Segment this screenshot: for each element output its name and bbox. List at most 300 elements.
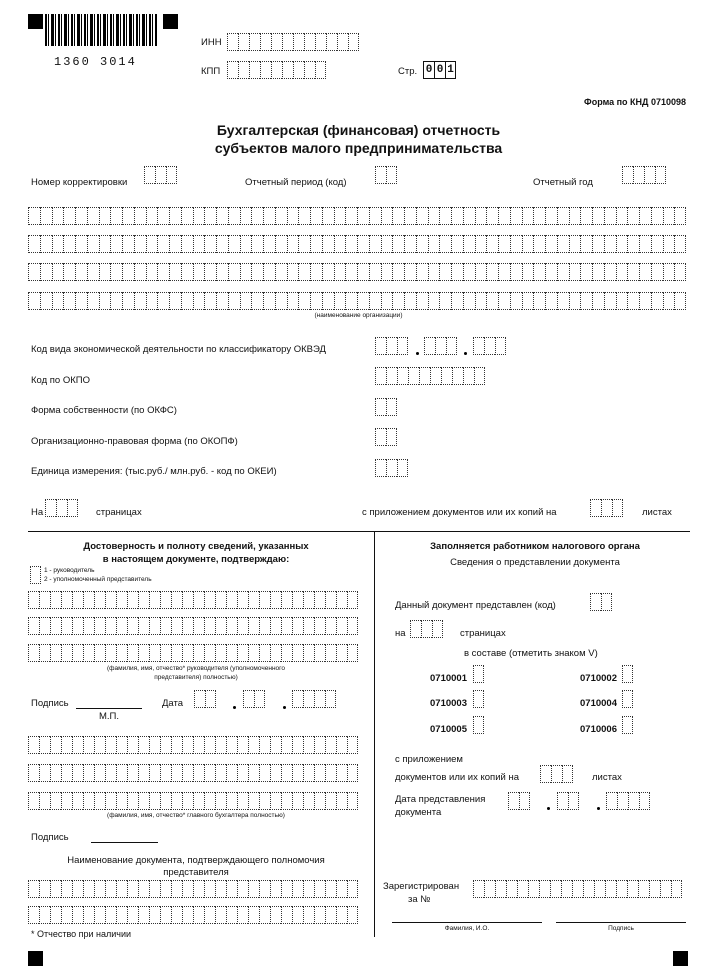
input-cell[interactable] [263, 235, 275, 253]
input-cell[interactable] [75, 263, 87, 281]
presented-code-field[interactable] [590, 593, 612, 611]
input-cell[interactable] [105, 764, 116, 782]
input-cell[interactable] [83, 880, 94, 898]
input-cell[interactable] [627, 263, 639, 281]
input-cell[interactable] [259, 591, 270, 609]
input-cell[interactable] [533, 207, 545, 225]
input-cell[interactable] [616, 292, 628, 310]
input-cell[interactable] [226, 792, 237, 810]
input-cell[interactable] [601, 499, 612, 517]
input-cell[interactable] [451, 292, 463, 310]
input-cell[interactable] [157, 235, 169, 253]
input-cell[interactable] [194, 690, 205, 708]
input-cell[interactable] [557, 792, 568, 810]
input-cell[interactable] [259, 792, 270, 810]
input-cell[interactable] [105, 880, 116, 898]
input-cell[interactable] [325, 792, 336, 810]
right-sheets-field[interactable] [540, 765, 573, 783]
okfs-field[interactable] [375, 398, 397, 416]
input-cell[interactable] [237, 792, 248, 810]
input-cell[interactable] [519, 792, 530, 810]
input-cell[interactable] [122, 263, 134, 281]
input-cell[interactable] [510, 207, 522, 225]
input-cell[interactable] [251, 235, 263, 253]
input-cell[interactable] [381, 207, 393, 225]
input-cell[interactable] [439, 292, 451, 310]
input-cell[interactable] [99, 292, 111, 310]
manager-name-row-2[interactable] [28, 617, 358, 635]
input-cell[interactable] [348, 33, 359, 51]
input-cell[interactable] [28, 292, 40, 310]
input-cell[interactable] [303, 736, 314, 754]
input-cell[interactable] [228, 235, 240, 253]
input-cell[interactable] [127, 617, 138, 635]
input-cell[interactable] [386, 166, 397, 184]
input-cell[interactable] [557, 235, 569, 253]
input-cell[interactable] [345, 263, 357, 281]
input-cell[interactable] [275, 292, 287, 310]
input-cell[interactable] [254, 690, 265, 708]
input-cell[interactable] [616, 880, 627, 898]
input-cell[interactable] [157, 263, 169, 281]
input-cell[interactable] [160, 736, 171, 754]
input-cell[interactable] [72, 792, 83, 810]
input-cell[interactable] [345, 235, 357, 253]
input-cell[interactable] [674, 292, 686, 310]
input-cell[interactable] [171, 736, 182, 754]
input-cell[interactable] [303, 764, 314, 782]
input-cell[interactable] [227, 33, 238, 51]
input-cell[interactable] [314, 736, 325, 754]
input-cell[interactable] [134, 207, 146, 225]
input-cell[interactable] [122, 235, 134, 253]
presentation-date-year[interactable] [606, 792, 650, 810]
input-cell[interactable] [39, 591, 50, 609]
input-cell[interactable] [215, 644, 226, 662]
input-cell[interactable] [215, 617, 226, 635]
input-cell[interactable] [94, 591, 105, 609]
input-cell[interactable] [486, 292, 498, 310]
input-cell[interactable] [63, 292, 75, 310]
input-cell[interactable] [293, 61, 304, 79]
input-cell[interactable] [116, 617, 127, 635]
input-cell[interactable] [336, 906, 347, 924]
input-cell[interactable] [310, 263, 322, 281]
input-cell[interactable] [149, 880, 160, 898]
input-cell[interactable] [270, 792, 281, 810]
input-cell[interactable] [127, 591, 138, 609]
input-cell[interactable] [50, 792, 61, 810]
input-cell[interactable] [138, 764, 149, 782]
input-cell[interactable] [215, 792, 226, 810]
input-cell[interactable] [506, 880, 517, 898]
input-cell[interactable] [87, 292, 99, 310]
input-cell[interactable] [287, 292, 299, 310]
input-cell[interactable] [204, 207, 216, 225]
okei-field[interactable] [375, 459, 408, 477]
input-cell[interactable] [475, 263, 487, 281]
input-cell[interactable] [334, 235, 346, 253]
input-cell[interactable] [616, 263, 628, 281]
input-cell[interactable] [345, 292, 357, 310]
accountant-name-row-2[interactable] [28, 764, 358, 782]
input-cell[interactable] [182, 906, 193, 924]
input-cell[interactable] [251, 207, 263, 225]
input-cell[interactable] [127, 906, 138, 924]
input-cell[interactable] [303, 880, 314, 898]
input-cell[interactable] [475, 292, 487, 310]
input-cell[interactable] [215, 736, 226, 754]
input-cell[interactable] [416, 235, 428, 253]
input-cell[interactable] [248, 906, 259, 924]
input-cell[interactable] [116, 880, 127, 898]
input-cell[interactable] [336, 880, 347, 898]
org-name-row-4[interactable] [28, 292, 686, 310]
input-cell[interactable] [138, 617, 149, 635]
input-cell[interactable] [28, 644, 39, 662]
input-cell[interactable] [298, 235, 310, 253]
input-cell[interactable] [52, 263, 64, 281]
input-cell[interactable] [240, 235, 252, 253]
input-cell[interactable] [334, 292, 346, 310]
input-cell[interactable] [169, 207, 181, 225]
input-cell[interactable] [134, 292, 146, 310]
input-cell[interactable] [551, 765, 562, 783]
input-cell[interactable] [627, 235, 639, 253]
input-cell[interactable] [259, 880, 270, 898]
input-cell[interactable] [204, 591, 215, 609]
input-cell[interactable] [498, 235, 510, 253]
input-cell[interactable] [259, 617, 270, 635]
input-cell[interactable] [50, 764, 61, 782]
input-cell[interactable] [204, 292, 216, 310]
input-cell[interactable] [182, 591, 193, 609]
input-cell[interactable] [39, 792, 50, 810]
input-cell[interactable] [357, 207, 369, 225]
input-cell[interactable] [275, 207, 287, 225]
input-cell[interactable] [498, 263, 510, 281]
input-cell[interactable] [510, 292, 522, 310]
input-cell[interactable] [50, 880, 61, 898]
input-cell[interactable] [181, 263, 193, 281]
input-cell[interactable] [160, 880, 171, 898]
input-cell[interactable] [138, 880, 149, 898]
input-cell[interactable] [40, 235, 52, 253]
input-cell[interactable] [28, 207, 40, 225]
input-cell[interactable] [572, 880, 583, 898]
input-cell[interactable] [322, 292, 334, 310]
input-cell[interactable] [424, 337, 435, 355]
input-cell[interactable] [310, 292, 322, 310]
input-cell[interactable] [61, 764, 72, 782]
input-cell[interactable] [638, 880, 649, 898]
input-cell[interactable] [226, 591, 237, 609]
input-cell[interactable] [87, 235, 99, 253]
input-cell[interactable] [463, 292, 475, 310]
input-cell[interactable] [606, 792, 617, 810]
input-cell[interactable] [347, 906, 358, 924]
input-cell[interactable] [169, 263, 181, 281]
input-cell[interactable] [561, 880, 572, 898]
input-cell[interactable] [304, 33, 315, 51]
input-cell[interactable] [345, 207, 357, 225]
input-cell[interactable] [149, 906, 160, 924]
input-cell[interactable] [432, 620, 443, 638]
input-cell[interactable] [157, 292, 169, 310]
input-cell[interactable] [375, 428, 386, 446]
input-cell[interactable] [204, 764, 215, 782]
input-cell[interactable] [39, 617, 50, 635]
input-cell[interactable] [216, 263, 228, 281]
input-cell[interactable] [50, 736, 61, 754]
input-cell[interactable] [72, 906, 83, 924]
input-cell[interactable] [314, 690, 325, 708]
input-cell[interactable] [594, 880, 605, 898]
input-cell[interactable] [193, 644, 204, 662]
input-cell[interactable] [397, 337, 408, 355]
input-cell[interactable] [580, 263, 592, 281]
input-cell[interactable] [83, 644, 94, 662]
input-cell[interactable] [263, 292, 275, 310]
input-cell[interactable] [228, 263, 240, 281]
input-cell[interactable] [83, 764, 94, 782]
input-cell[interactable] [292, 764, 303, 782]
input-cell[interactable] [52, 292, 64, 310]
input-cell[interactable] [61, 736, 72, 754]
input-cell[interactable] [408, 367, 419, 385]
input-cell[interactable] [397, 367, 408, 385]
input-cell[interactable] [204, 792, 215, 810]
input-cell[interactable] [227, 61, 238, 79]
input-cell[interactable] [226, 906, 237, 924]
input-cell[interactable] [243, 690, 254, 708]
input-cell[interactable] [517, 880, 528, 898]
input-cell[interactable] [303, 644, 314, 662]
input-cell[interactable] [94, 644, 105, 662]
input-cell[interactable] [663, 292, 675, 310]
pages-count-field[interactable] [45, 499, 78, 517]
input-cell[interactable] [303, 591, 314, 609]
input-cell[interactable] [533, 235, 545, 253]
input-cell[interactable] [663, 235, 675, 253]
input-cell[interactable] [205, 690, 216, 708]
input-cell[interactable] [259, 764, 270, 782]
input-cell[interactable] [671, 880, 682, 898]
input-cell[interactable] [204, 736, 215, 754]
input-cell[interactable] [569, 263, 581, 281]
input-cell[interactable] [263, 263, 275, 281]
input-cell[interactable] [99, 207, 111, 225]
input-cell[interactable] [87, 263, 99, 281]
input-cell[interactable] [568, 792, 579, 810]
input-cell[interactable] [473, 880, 484, 898]
input-cell[interactable] [315, 61, 326, 79]
input-cell[interactable] [298, 263, 310, 281]
input-cell[interactable] [94, 880, 105, 898]
input-cell[interactable] [386, 367, 397, 385]
input-cell[interactable] [28, 906, 39, 924]
input-cell[interactable] [160, 591, 171, 609]
input-cell[interactable] [171, 906, 182, 924]
input-cell[interactable] [357, 235, 369, 253]
input-cell[interactable] [204, 906, 215, 924]
input-cell[interactable] [270, 906, 281, 924]
input-cell[interactable] [259, 906, 270, 924]
input-cell[interactable] [463, 367, 474, 385]
input-cell[interactable] [260, 33, 271, 51]
input-cell[interactable] [281, 764, 292, 782]
input-cell[interactable] [226, 617, 237, 635]
input-cell[interactable] [386, 337, 397, 355]
input-cell[interactable] [63, 207, 75, 225]
input-cell[interactable] [569, 292, 581, 310]
input-cell[interactable] [292, 617, 303, 635]
input-cell[interactable] [583, 880, 594, 898]
input-cell[interactable] [674, 207, 686, 225]
input-cell[interactable] [83, 736, 94, 754]
input-cell[interactable] [592, 292, 604, 310]
input-cell[interactable] [473, 337, 484, 355]
input-cell[interactable] [193, 736, 204, 754]
input-cell[interactable] [651, 207, 663, 225]
input-cell[interactable] [397, 459, 408, 477]
input-cell[interactable] [116, 591, 127, 609]
input-cell[interactable] [386, 459, 397, 477]
input-cell[interactable] [557, 263, 569, 281]
input-cell[interactable] [325, 880, 336, 898]
composition-check-0710006[interactable] [622, 716, 633, 734]
input-cell[interactable] [612, 499, 623, 517]
input-cell[interactable] [334, 207, 346, 225]
input-cell[interactable] [281, 591, 292, 609]
input-cell[interactable] [40, 292, 52, 310]
input-cell[interactable] [287, 235, 299, 253]
input-cell[interactable] [281, 792, 292, 810]
input-cell[interactable] [67, 499, 78, 517]
okved-field-1[interactable] [375, 337, 408, 355]
input-cell[interactable] [292, 591, 303, 609]
input-cell[interactable] [522, 207, 534, 225]
input-cell[interactable] [166, 166, 177, 184]
input-cell[interactable] [248, 764, 259, 782]
input-cell[interactable] [428, 263, 440, 281]
input-cell[interactable] [622, 665, 633, 683]
input-cell[interactable] [134, 263, 146, 281]
input-cell[interactable] [216, 207, 228, 225]
input-cell[interactable] [347, 644, 358, 662]
input-cell[interactable] [134, 235, 146, 253]
input-cell[interactable] [75, 207, 87, 225]
input-cell[interactable] [545, 235, 557, 253]
input-cell[interactable] [146, 207, 158, 225]
input-cell[interactable] [160, 906, 171, 924]
input-cell[interactable] [105, 591, 116, 609]
input-cell[interactable] [369, 207, 381, 225]
input-cell[interactable] [463, 235, 475, 253]
input-cell[interactable] [416, 263, 428, 281]
input-cell[interactable] [259, 644, 270, 662]
input-cell[interactable] [110, 207, 122, 225]
input-cell[interactable] [508, 792, 519, 810]
input-cell[interactable] [146, 235, 158, 253]
input-cell[interactable] [39, 644, 50, 662]
input-cell[interactable] [303, 617, 314, 635]
input-cell[interactable] [281, 880, 292, 898]
input-cell[interactable] [495, 337, 506, 355]
okved-field-2[interactable] [424, 337, 457, 355]
input-cell[interactable] [601, 593, 612, 611]
input-cell[interactable] [303, 690, 314, 708]
input-cell[interactable] [314, 617, 325, 635]
input-cell[interactable] [116, 736, 127, 754]
input-cell[interactable] [182, 736, 193, 754]
input-cell[interactable] [171, 792, 182, 810]
input-cell[interactable] [292, 736, 303, 754]
input-cell[interactable] [474, 367, 485, 385]
input-cell[interactable] [193, 792, 204, 810]
input-cell[interactable] [590, 499, 601, 517]
input-cell[interactable] [334, 263, 346, 281]
kpp-field[interactable] [227, 61, 326, 79]
input-cell[interactable] [392, 263, 404, 281]
input-cell[interactable] [430, 367, 441, 385]
input-cell[interactable] [639, 292, 651, 310]
input-cell[interactable] [639, 235, 651, 253]
input-cell[interactable] [105, 792, 116, 810]
input-cell[interactable] [375, 459, 386, 477]
input-cell[interactable] [644, 166, 655, 184]
input-cell[interactable] [651, 263, 663, 281]
input-cell[interactable] [160, 617, 171, 635]
input-cell[interactable] [28, 764, 39, 782]
input-cell[interactable] [215, 591, 226, 609]
accountant-name-row-1[interactable] [28, 736, 358, 754]
input-cell[interactable] [61, 617, 72, 635]
input-cell[interactable] [105, 617, 116, 635]
input-cell[interactable] [116, 906, 127, 924]
input-cell[interactable] [325, 591, 336, 609]
input-cell[interactable] [56, 499, 67, 517]
input-cell[interactable] [240, 263, 252, 281]
input-cell[interactable] [545, 263, 557, 281]
input-cell[interactable] [336, 736, 347, 754]
input-cell[interactable] [171, 880, 182, 898]
input-cell[interactable] [171, 764, 182, 782]
reporting-period-field[interactable] [375, 166, 397, 184]
input-cell[interactable] [292, 906, 303, 924]
input-cell[interactable] [522, 235, 534, 253]
input-cell[interactable] [357, 292, 369, 310]
input-cell[interactable] [248, 591, 259, 609]
input-cell[interactable] [287, 263, 299, 281]
input-cell[interactable] [336, 617, 347, 635]
input-cell[interactable] [545, 207, 557, 225]
input-cell[interactable] [237, 880, 248, 898]
input-cell[interactable] [410, 620, 421, 638]
input-cell[interactable] [61, 880, 72, 898]
input-cell[interactable] [270, 617, 281, 635]
input-cell[interactable] [484, 880, 495, 898]
input-cell[interactable] [419, 367, 430, 385]
input-cell[interactable] [484, 337, 495, 355]
input-cell[interactable] [30, 566, 41, 584]
input-cell[interactable] [369, 263, 381, 281]
input-cell[interactable] [270, 880, 281, 898]
input-cell[interactable] [193, 617, 204, 635]
correction-number-field[interactable] [144, 166, 177, 184]
input-cell[interactable] [248, 736, 259, 754]
input-cell[interactable] [486, 235, 498, 253]
